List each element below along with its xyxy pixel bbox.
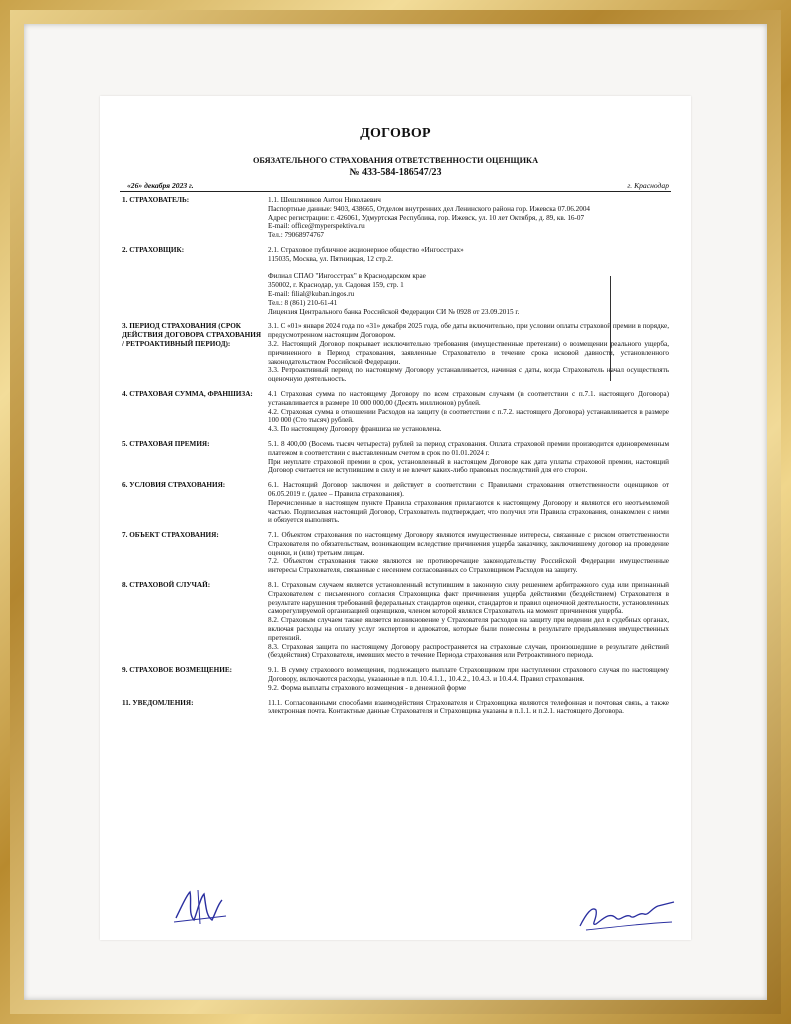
contract-section: [122, 196, 669, 240]
section-line: 11.1. Согласованными способами взаимодействия Страхователя и Страховщика являются телефонная и почтовая связь, а также электронная почта. Контактные данные Страхователя и Страховщика указаны в п.1.1. и п.2.1. настоящего Договора.: [268, 698, 669, 716]
section-label: 6. УСЛОВИЯ СТРАХОВАНИЯ:: [122, 481, 226, 490]
section-line: 8.3. Страховая защита по настоящему Договору распространяется на страховые случаи, произошедшие в результате действий (бездействия) Страхователя, имевших место в течение Периода страхования или Ретроактивного периода.: [268, 642, 669, 660]
section-body: [268, 322, 669, 384]
frame-mat: [24, 24, 767, 1000]
section-label: 5. СТРАХОВАЯ ПРЕМИЯ:: [122, 439, 210, 448]
contract-section: [122, 699, 669, 717]
section-label: 3. ПЕРИОД СТРАХОВАНИЯ (СРОК ДЕЙСТВИЯ ДОГОВОРА СТРАХОВАНИЯ / РЕТРОАКТИВНЫЙ ПЕРИОД):: [122, 322, 262, 348]
section-body: [268, 531, 669, 575]
section-line: [268, 264, 669, 273]
section-line: 2.1. Страховое публичное акционерное общество «Ингосстрах»: [268, 245, 464, 254]
section-line: 115035, Москва, ул. Пятницкая, 12 стр.2.: [268, 254, 393, 263]
section-line: При неуплате страховой премии в срок, установленный в настоящем Договоре как дата уплаты страховой премии, настоящий Договор считается не вступившим в силу и не влечет каких-либо правовых последствий для его сторон.: [268, 457, 669, 475]
contract-city: г. Краснодар: [627, 181, 669, 190]
section-line: 3.3. Ретроактивный период по настоящему Договору устанавливается, начиная с даты, когда Страхователь начал осуществлять оценочную деятельность.: [268, 366, 669, 384]
section-label: 2. СТРАХОВЩИК:: [122, 245, 185, 254]
section-label: 1. СТРАХОВАТЕЛЬ:: [122, 196, 190, 204]
contract-section: [122, 481, 669, 525]
section-body: [268, 440, 669, 475]
section-body: [268, 246, 669, 316]
section-line: 3.1. С «01» января 2024 года по «31» декабря 2025 года, обе даты включительно, при условии оплаты страховой премии в порядке, предусмотренном настоящим Договором.: [268, 322, 670, 340]
contract-section: [122, 440, 669, 475]
section-line: 4.2. Страховая сумма в отношении Расходов на защиту (в соответствии с п.7.2. настоящего Договора) устанавливается в размере 100 000 (Сто тысяч) рублей.: [268, 407, 669, 425]
section-line: 5.1. 8 400,00 (Восемь тысяч четыреста) рублей за период страхования. Оплата страховой премии производится единовременным платежом в соответствии с выставленным счетом в срок по 01.01.2024 г.: [268, 439, 669, 457]
section-label: 9. СТРАХОВОЕ ВОЗМЕЩЕНИЕ:: [122, 666, 233, 675]
section-label: 8. СТРАХОВОЙ СЛУЧАЙ:: [122, 581, 211, 590]
section-line: Тел.: 79068974767: [268, 231, 325, 240]
contract-document: [100, 96, 691, 940]
section-body: [268, 196, 669, 240]
header-divider: [120, 191, 671, 192]
section-label: 7. ОБЪЕКТ СТРАХОВАНИЯ:: [122, 531, 219, 540]
section-line: 9.2. Форма выплаты страхового возмещения - в денежной форме: [268, 683, 467, 692]
section-line: Адрес регистрации: г. 426061, Удмуртская Республика, гор. Ижевск, ул. 10 лет Октября, д. 89, кв. 16-07: [268, 213, 585, 222]
section-line: Паспортные данные: 9403, 438665, Отделом внутренних дел Ленинского района гор. Ижевска 07.06.2004: [268, 204, 591, 213]
section-line: Филиал СПАО "Ингосстрах" в Краснодарском крае: [268, 272, 426, 281]
section-line: 4.3. По настоящему Договору франшиза не установлена.: [268, 425, 442, 434]
document-title: ДОГОВОР: [360, 126, 431, 141]
section-line: Перечисленные в настоящем пункте Правила страхования прилагаются к настоящему Договору и являются его неотъемлемой частью. Подписывая настоящий Договор, Страхователь подтверждает, что получил эти Правила страхования, ознакомлен с ними и обязуется выполнять.: [268, 498, 669, 525]
section-line: 350002, г. Краснодар, ул. Садовая 159, стр. 1: [268, 281, 404, 290]
section-line: E-mail: office@myperspektiva.ru: [268, 222, 365, 231]
contract-date: «26» декабря 2023 г.: [127, 181, 194, 190]
section-line: E-mail: filial@kuban.ingos.ru: [268, 289, 355, 298]
section-body: [268, 481, 669, 525]
section-line: Тел.: 8 (861) 210-61-41: [268, 298, 338, 307]
section-body: [268, 581, 669, 660]
contract-section: [122, 666, 669, 692]
contract-section: [122, 390, 669, 434]
section-body: [268, 666, 669, 692]
section-line: 9.1. В сумму страхового возмещения, подлежащего выплате Страховщиком при наступлении страхового случая по настоящему Договору, включаются расходы, указанные в п.п. 10.4.1.1., 10.4.2., 10.4.3. и 10.4.4. Правил страхования.: [268, 666, 669, 684]
section-label: 11. УВЕДОМЛЕНИЯ:: [122, 698, 194, 707]
section-line: 7.2. Объектом страхования также являются не противоречащие законодательству Российской Федерации имущественные интересы Страхователя, связанные с несением согласованных со Страховщиком Расходов на защиту.: [268, 557, 669, 575]
document-subtitle: ОБЯЗАТЕЛЬНОГО СТРАХОВАНИЯ ОТВЕТСТВЕННОСТИ ОЦЕНЩИКА: [252, 156, 539, 165]
section-line: 4.1 Страховая сумма по настоящему Договору по всем страховым случаям (в соответствии с п.7.1. настоящего Договора) устанавливается в размере 10 000 000,00 (Десять миллионов) рублей.: [268, 389, 669, 407]
contract-number: № 433-584-186547/23: [349, 167, 442, 178]
section-body: [268, 390, 669, 434]
section-line: 6.1. Настоящий Договор заключен и действует в соответствии с Правилами страхования ответственности оценщиков от 06.05.2019 г. (далее – Правила страхования).: [268, 481, 669, 498]
section-line: 1.1. Шешляников Антон Николаевич: [268, 196, 381, 204]
margin-line: [610, 276, 611, 381]
insurer-signature: [576, 896, 676, 936]
section-line: 3.2. Настоящий Договор покрывает исключительно требования (имущественные претензии) о возмещении реального ущерба, причиненного в Период страхования, заявленные Страхователю в течение срока исковой давности, установленного законодательством Российской Федерации.: [268, 339, 669, 366]
section-label: 4. СТРАХОВАЯ СУММА, ФРАНШИЗА:: [122, 389, 253, 398]
section-line: 8.1. Страховым случаем является установленный вступившим в законную силу решением арбитражного суда или признанный Страхователем с письменного согласия Страховщика факт причинения ущерба действиями (бездействием) Страхователя в результате нарушения требований федеральных стандартов оценки, стандартов и правил оценочной деятельности, установленных саморегулируемой организацией оценщиков, членом которой являлся Страхователь на момент причинения ущерба.: [268, 581, 669, 616]
contract-sections: [122, 196, 669, 722]
insured-signature: [172, 886, 228, 926]
section-line: Лицензия Центрального банка Российской Федерации СИ № 0928 от 23.09.2015 г.: [268, 307, 520, 316]
contract-section: [122, 531, 669, 575]
section-body: [268, 699, 669, 717]
contract-section: [122, 581, 669, 660]
contract-section: [122, 322, 669, 384]
section-line: 7.1. Объектом страхования по настоящему Договору являются имущественные интересы, связанные с риском ответственности Страхователя по обязательствам, возникающим вследствие причинения ущерба заказчику, заключившему договор на проведение оценки, и (или) третьим лицам.: [268, 531, 669, 557]
section-line: 8.2. Страховым случаем также является возникновение у Страхователя расходов на защиту при ведении дел в судебных органах, включая расходы на оплату услуг экспертов и адвокатов, которые были понесены в результате предъявления имущественных претензий.: [268, 616, 669, 642]
contract-section: [122, 246, 669, 316]
